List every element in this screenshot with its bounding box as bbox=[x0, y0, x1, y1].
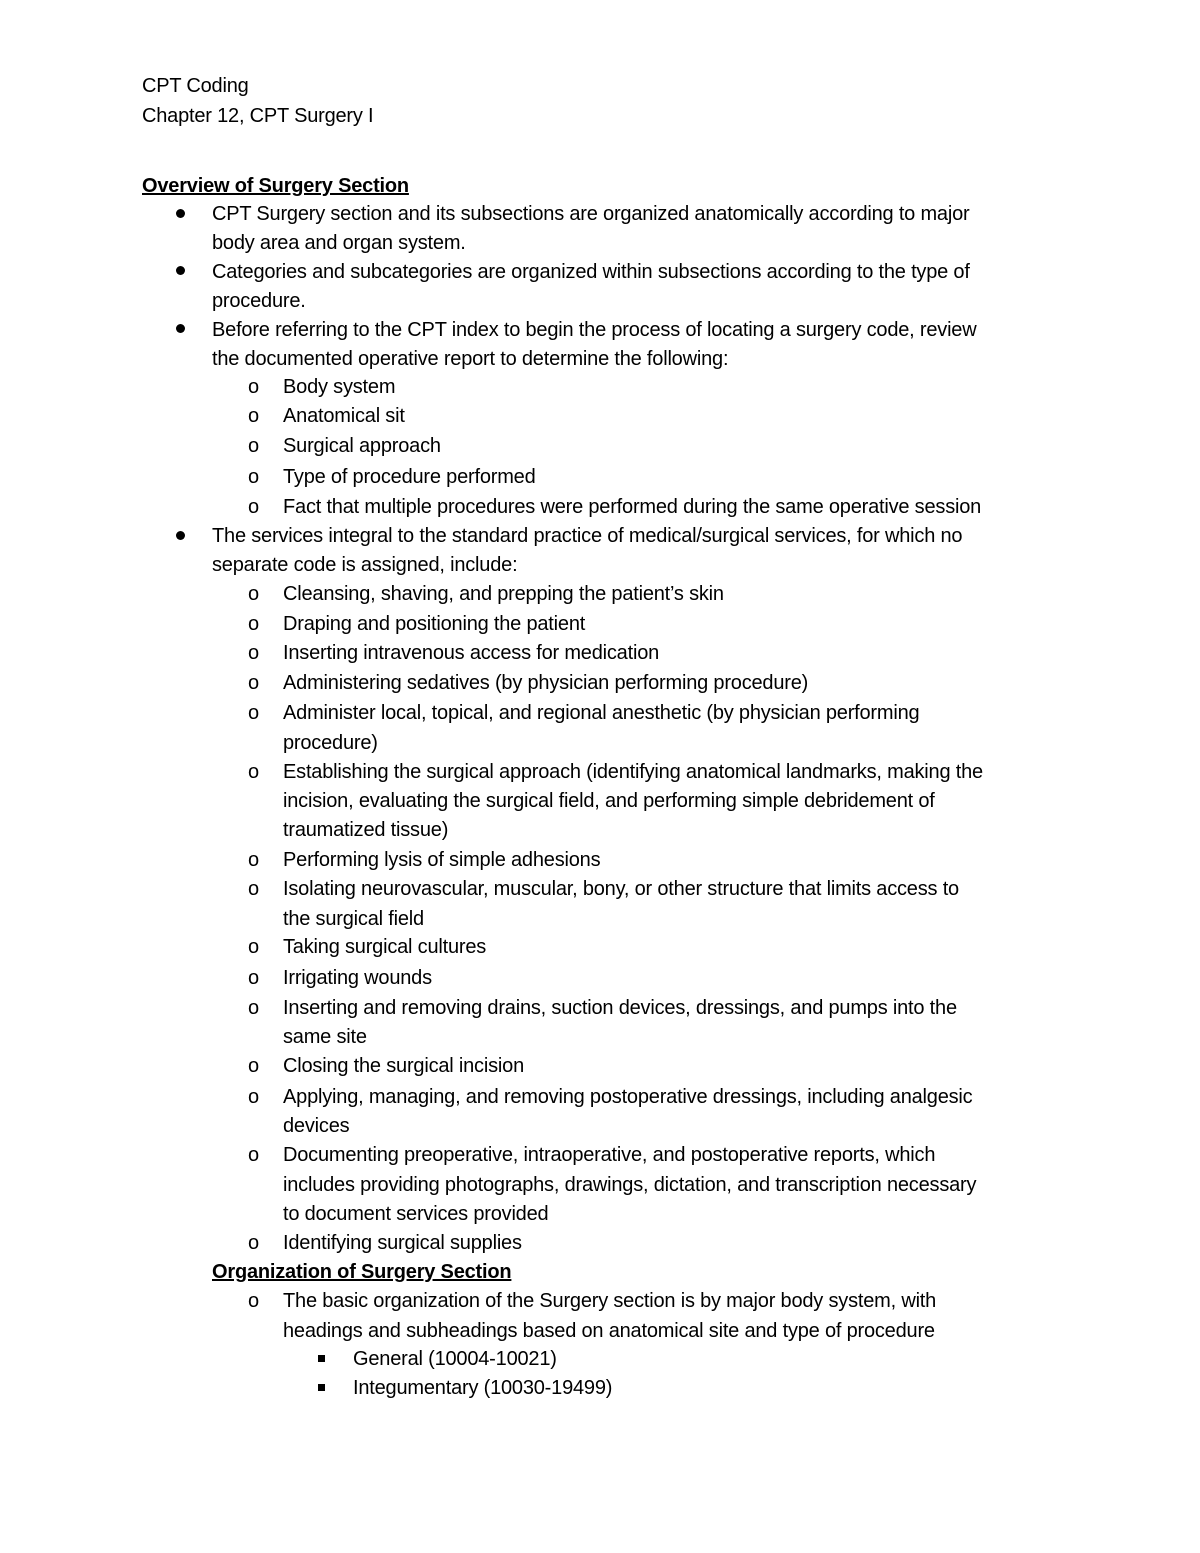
sub-bullet-circle: o bbox=[248, 936, 260, 958]
sub-bullet-text: devices bbox=[283, 1115, 350, 1137]
sub-bullet-circle: o bbox=[248, 997, 260, 1019]
sub-bullet-text: Body system bbox=[283, 376, 396, 398]
bullet-text-line: body area and organ system. bbox=[212, 232, 466, 254]
sub-bullet-circle: o bbox=[248, 702, 260, 724]
sub-bullet-circle: o bbox=[248, 878, 260, 900]
sub-bullet-text: incision, evaluating the surgical field, and performing simple debridement of bbox=[283, 790, 935, 812]
sub-bullet-text: Anatomical sit bbox=[283, 405, 405, 427]
bullet-dot bbox=[176, 531, 185, 540]
sub-bullet-circle: o bbox=[248, 1086, 260, 1108]
sub-bullet-circle: o bbox=[248, 967, 260, 989]
sub-bullet-circle: o bbox=[248, 1290, 260, 1312]
square-bullet bbox=[318, 1384, 325, 1391]
bullet-text-line: Before referring to the CPT index to begin the process of locating a surgery code, review bbox=[212, 319, 977, 341]
section-heading-overview: Overview of Surgery Section bbox=[142, 175, 409, 197]
sub-bullet-circle: o bbox=[248, 1144, 260, 1166]
sub-bullet-text: traumatized tissue) bbox=[283, 819, 449, 841]
sub-bullet-text: Administering sedatives (by physician performing procedure) bbox=[283, 672, 809, 694]
bullet-text-line: procedure. bbox=[212, 290, 306, 312]
square-bullet bbox=[318, 1355, 325, 1362]
sub-bullet-text: Identifying surgical supplies bbox=[283, 1232, 522, 1254]
sub-bullet-circle: o bbox=[248, 496, 260, 518]
sub-bullet-circle: o bbox=[248, 761, 260, 783]
section-heading-organization: Organization of Surgery Section bbox=[212, 1261, 512, 1283]
course-title: CPT Coding bbox=[142, 75, 249, 97]
sub-bullet-text: Draping and positioning the patient bbox=[283, 613, 586, 635]
sub-bullet-text: Documenting preoperative, intraoperative, and postoperative reports, which bbox=[283, 1144, 936, 1166]
sub-bullet-text: same site bbox=[283, 1026, 367, 1048]
sub-bullet-text: to document services provided bbox=[283, 1203, 549, 1225]
subsub-bullet-text: General (10004-10021) bbox=[353, 1348, 557, 1370]
sub-bullet-circle: o bbox=[248, 435, 260, 457]
bullet-dot bbox=[176, 209, 185, 218]
sub-bullet-text: Cleansing, shaving, and prepping the patient’s skin bbox=[283, 583, 724, 605]
chapter-title: Chapter 12, CPT Surgery I bbox=[142, 105, 374, 127]
sub-bullet-text: Taking surgical cultures bbox=[283, 936, 487, 958]
sub-bullet-text: Closing the surgical incision bbox=[283, 1055, 524, 1077]
sub-bullet-circle: o bbox=[248, 583, 260, 605]
sub-bullet-text: Surgical approach bbox=[283, 435, 441, 457]
sub-bullet-text: Establishing the surgical approach (identifying anatomical landmarks, making the bbox=[283, 761, 983, 783]
sub-bullet-text: procedure) bbox=[283, 732, 378, 754]
sub-bullet-circle: o bbox=[248, 466, 260, 488]
sub-bullet-circle: o bbox=[248, 849, 260, 871]
sub-bullet-text: Irrigating wounds bbox=[283, 967, 432, 989]
bullet-dot bbox=[176, 266, 185, 275]
sub-bullet-text: includes providing photographs, drawings, dictation, and transcription necessary bbox=[283, 1174, 977, 1196]
sub-bullet-text: Isolating neurovascular, muscular, bony, or other structure that limits access to bbox=[283, 878, 959, 900]
sub-bullet-text: Applying, managing, and removing postoperative dressings, including analgesic bbox=[283, 1086, 973, 1108]
sub-bullet-text: Inserting intravenous access for medication bbox=[283, 642, 660, 664]
sub-bullet-circle: o bbox=[248, 1232, 260, 1254]
sub-bullet-text: the surgical field bbox=[283, 908, 424, 930]
sub-bullet-text: Administer local, topical, and regional anesthetic (by physician performing bbox=[283, 702, 920, 724]
bullet-text-line: The services integral to the standard practice of medical/surgical services, for which no bbox=[212, 525, 963, 547]
bullet-dot bbox=[176, 324, 185, 333]
sub-bullet-text: The basic organization of the Surgery section is by major body system, with bbox=[283, 1290, 937, 1312]
bullet-text-line: separate code is assigned, include: bbox=[212, 554, 518, 576]
sub-bullet-circle: o bbox=[248, 642, 260, 664]
sub-bullet-circle: o bbox=[248, 1055, 260, 1077]
sub-bullet-text: Performing lysis of simple adhesions bbox=[283, 849, 601, 871]
sub-bullet-text: Type of procedure performed bbox=[283, 466, 536, 488]
bullet-text-line: Categories and subcategories are organized within subsections according to the type of bbox=[212, 261, 970, 283]
sub-bullet-text: Fact that multiple procedures were performed during the same operative session bbox=[283, 496, 982, 518]
sub-bullet-text: headings and subheadings based on anatomical site and type of procedure bbox=[283, 1320, 935, 1342]
sub-bullet-circle: o bbox=[248, 376, 260, 398]
sub-bullet-text: Inserting and removing drains, suction devices, dressings, and pumps into the bbox=[283, 997, 957, 1019]
sub-bullet-circle: o bbox=[248, 405, 260, 427]
bullet-text-line: CPT Surgery section and its subsections are organized anatomically according to major bbox=[212, 203, 970, 225]
subsub-bullet-text: Integumentary (10030-19499) bbox=[353, 1377, 613, 1399]
sub-bullet-circle: o bbox=[248, 672, 260, 694]
bullet-text-line: the documented operative report to determine the following: bbox=[212, 348, 729, 370]
sub-bullet-circle: o bbox=[248, 613, 260, 635]
